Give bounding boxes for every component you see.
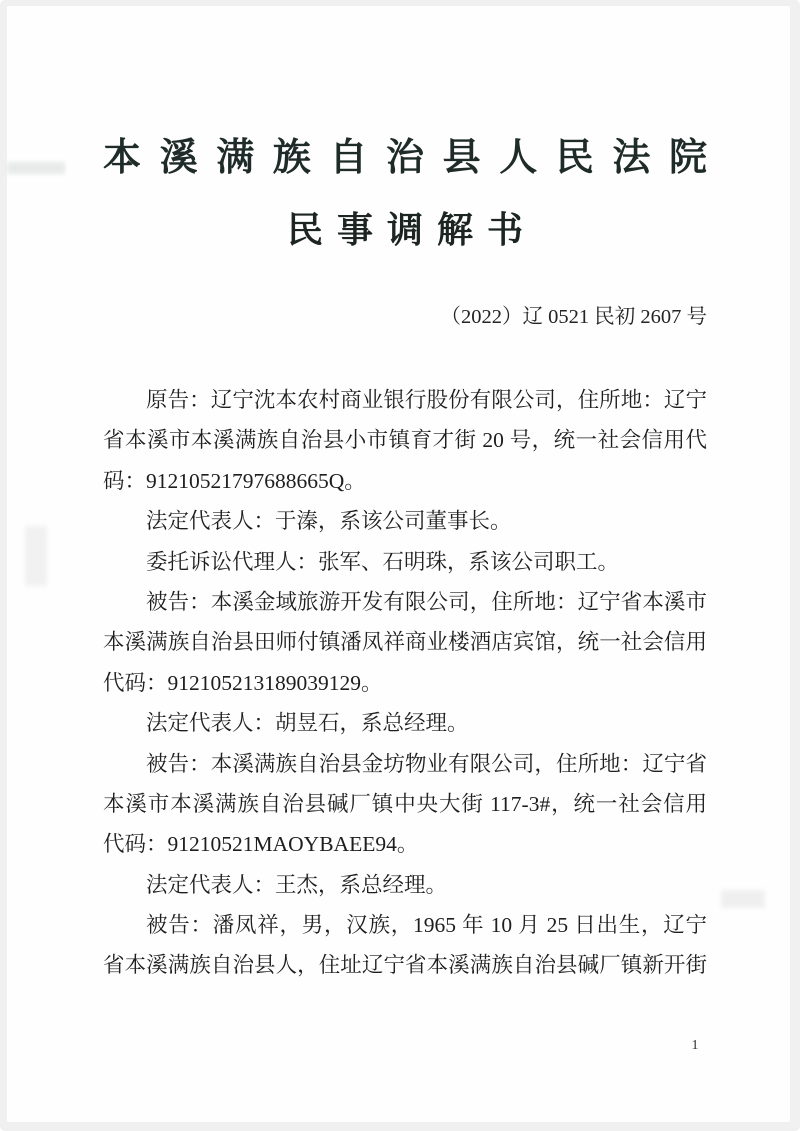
case-number: （2022）辽 0521 民初 2607 号 bbox=[440, 306, 707, 328]
body-line: 本溪满族自治县田师付镇潘凤祥商业楼酒店宾馆，统一社会信用 bbox=[103, 630, 707, 655]
body-line: 省本溪满族自治县人，住址辽宁省本溪满族自治县碱厂镇新开街 bbox=[103, 953, 707, 978]
body-line: 被告：潘凤祥，男，汉族，1965 年 10 月 25 日出生，辽宁 bbox=[146, 913, 707, 938]
body-line: 法定代表人：于溱，系该公司董事长。 bbox=[146, 509, 512, 534]
body-line: 码：91210521797688665Q。 bbox=[103, 468, 366, 493]
body-line: 法定代表人：胡昱石，系总经理。 bbox=[146, 711, 469, 736]
body-line: 省本溪市本溪满族自治县小市镇育才街 20 号，统一社会信用代 bbox=[103, 428, 707, 453]
body-line: 委托诉讼代理人：张军、石明珠，系该公司职工。 bbox=[146, 549, 620, 574]
body-line: 本溪市本溪满族自治县碱厂镇中央大街 117-3#，统一社会信用 bbox=[103, 791, 707, 816]
body-line: 被告：本溪金域旅游开发有限公司，住所地：辽宁省本溪市 bbox=[146, 589, 707, 614]
scan-smudge bbox=[721, 890, 765, 908]
scan-smudge bbox=[25, 526, 47, 586]
body-line: 代码：912105213189039129。 bbox=[103, 670, 383, 695]
body-line: 法定代表人：王杰，系总经理。 bbox=[146, 872, 448, 897]
scan-smudge bbox=[7, 162, 65, 174]
page-number: 1 bbox=[691, 1038, 699, 1053]
body-line: 被告：本溪满族自治县金坊物业有限公司，住所地：辽宁省 bbox=[146, 751, 707, 776]
document-body bbox=[103, 380, 707, 986]
body-line: 代码：91210521MAOYBAEE94。 bbox=[103, 832, 419, 857]
body-line: 原告：辽宁沈本农村商业银行股份有限公司，住所地：辽宁 bbox=[146, 388, 707, 412]
document-title: 民事调解书 bbox=[286, 210, 537, 250]
court-name-heading: 本溪满族自治县人民法院 bbox=[103, 137, 707, 179]
